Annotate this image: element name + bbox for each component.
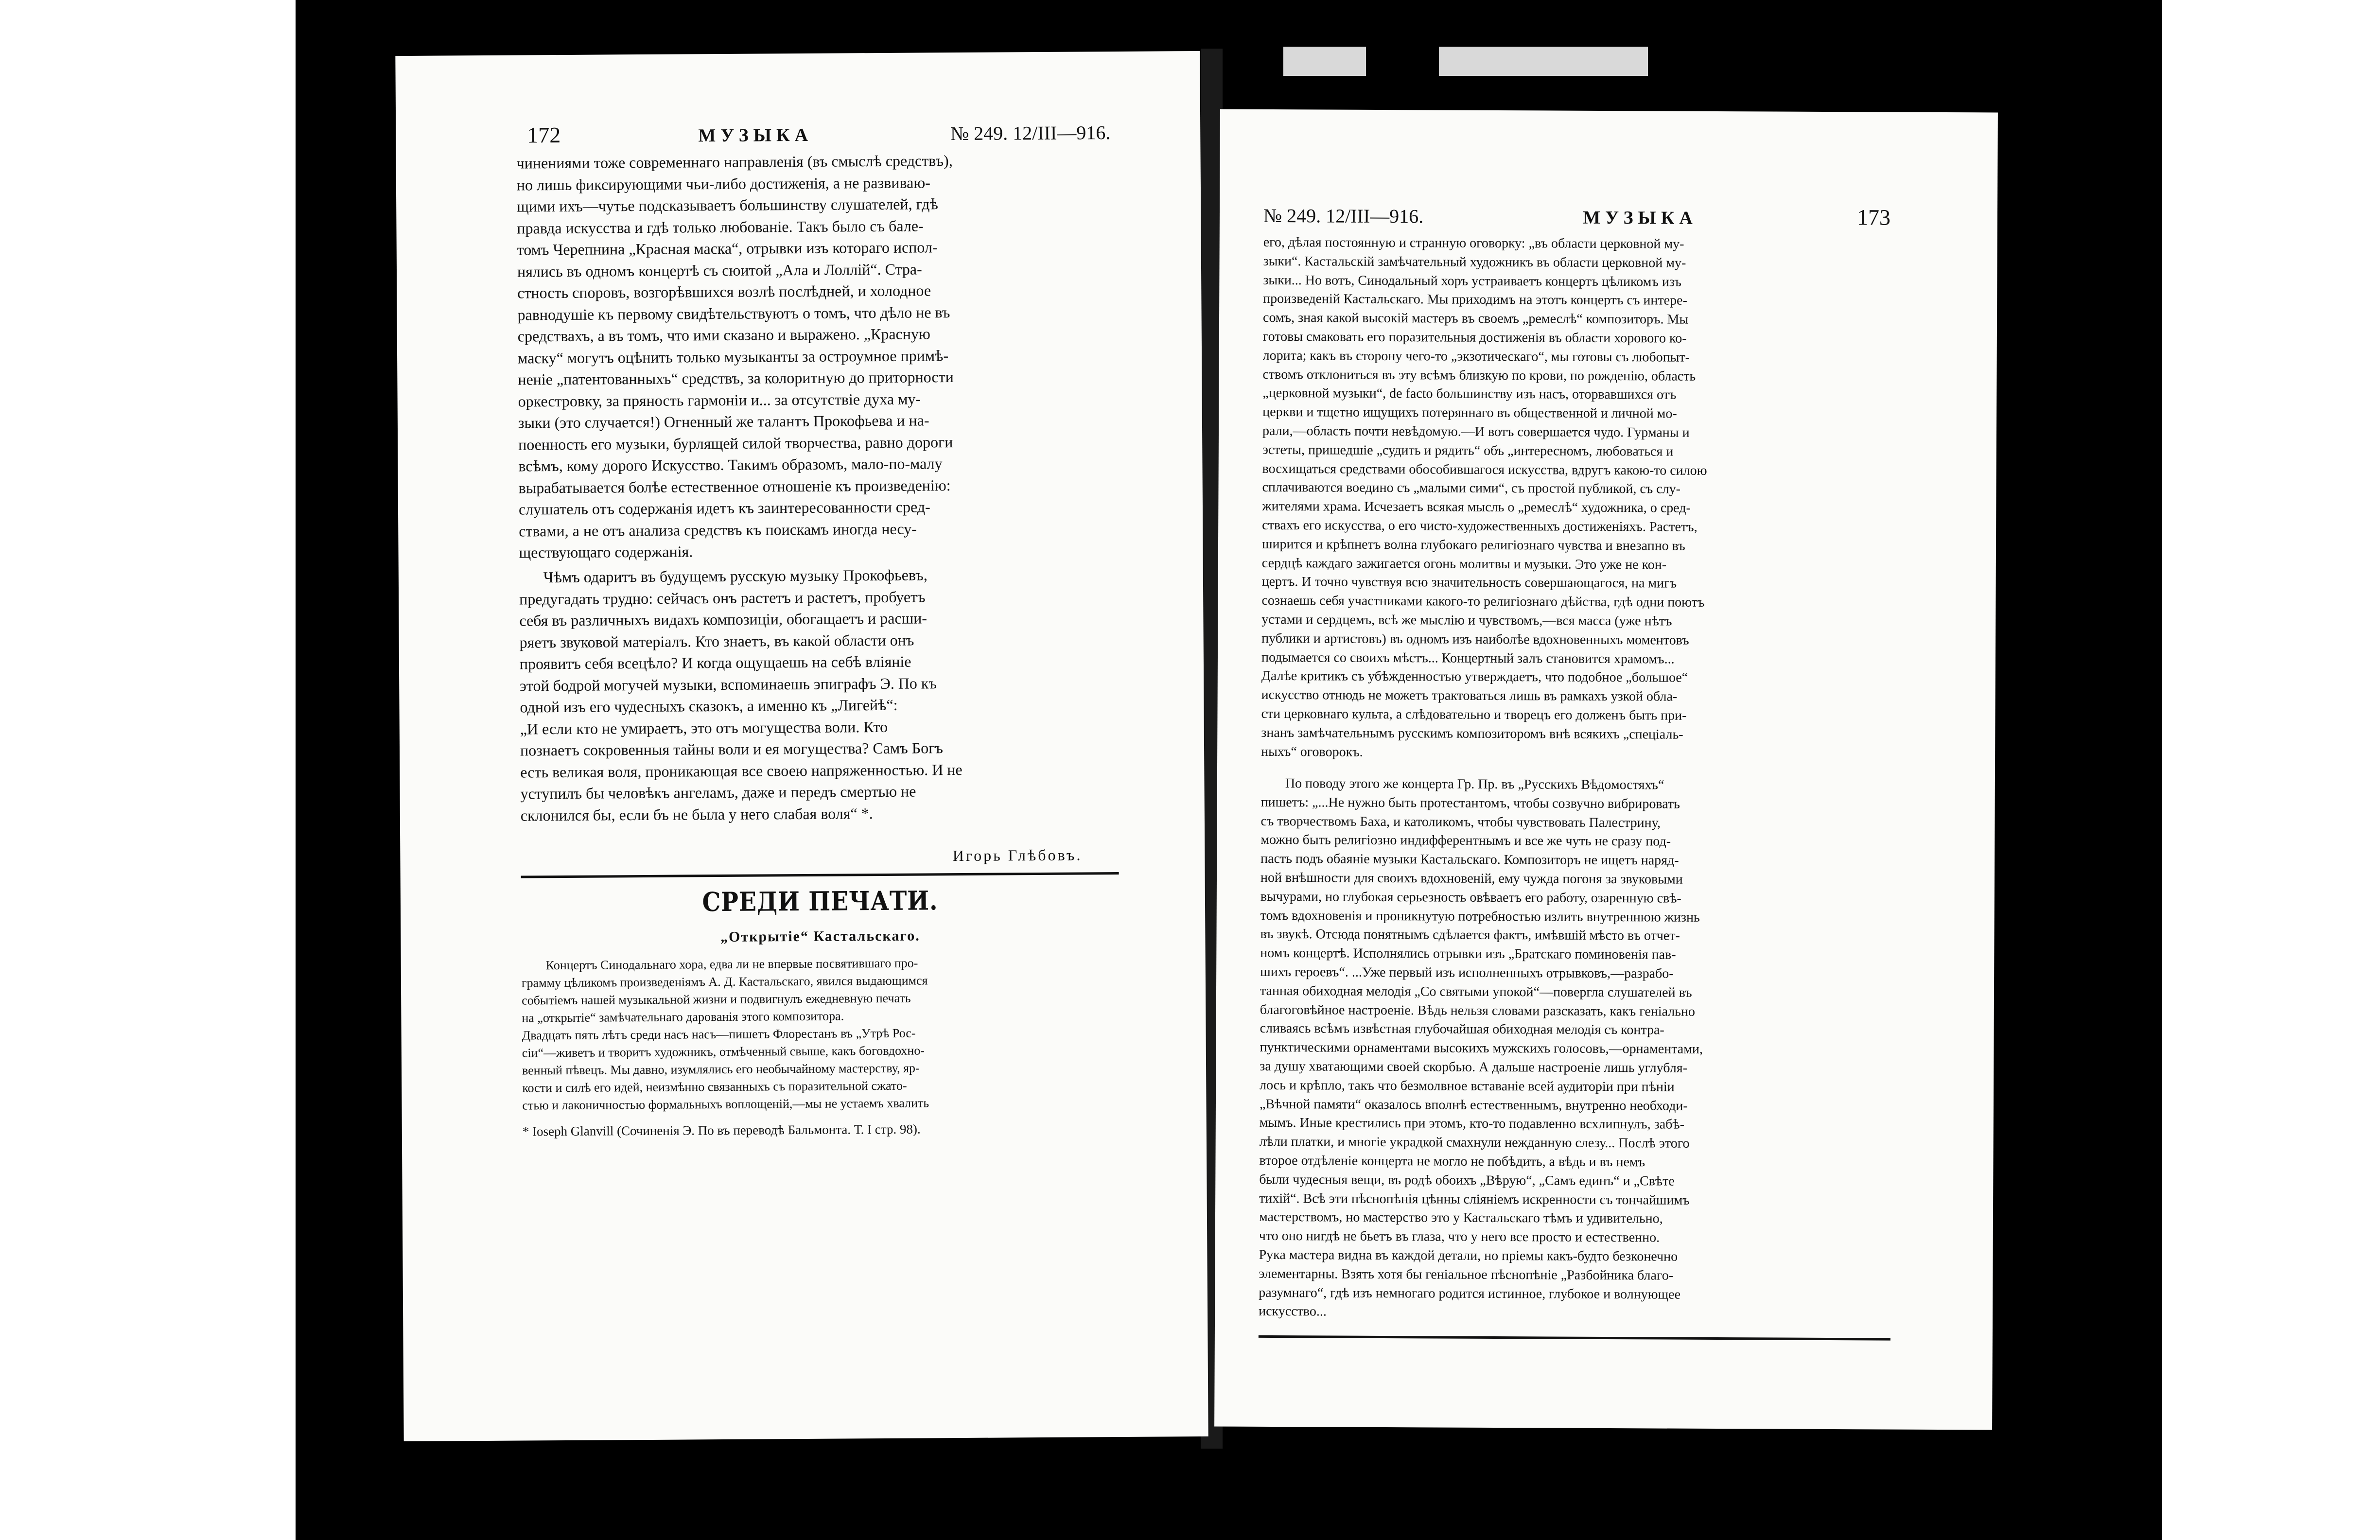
text-line: зыки“. Кастальскій замѣчательный художникъ въ области церковной му-: [1263, 253, 1686, 271]
text-line: этой бодрой могучей музыки, вспоминаешь эпиграфъ Э. По къ: [520, 674, 937, 695]
text-line: сплачиваются воедино съ „малыми сими“, съ простой публикой, съ слу-: [1262, 480, 1681, 497]
text-line: пунктическими орнаментами высокихъ мужскихъ голосовъ,—орнаментами,: [1260, 1040, 1703, 1057]
text-line: искусство отнюдь не можетъ трактоваться лишь въ рамкахъ узкой обла-: [1261, 687, 1678, 704]
text-line: цертъ. И точно чувствуя всю значительность совершающагося, на мигъ: [1261, 574, 1677, 591]
text-line: стью и лаконичностью формальныхъ воплощеній,—мы не устаемъ хвалить: [522, 1096, 929, 1113]
text-line: венный пѣвецъ. Мы давно, изумлялись его необычайному мастерству, яр-: [522, 1061, 920, 1078]
text-line: есть великая воля, проникающая все своею напряженностью. И не: [520, 760, 962, 781]
text-line: познаетъ сокровенныя тайны воли и ея могущества? Самъ Богъ: [520, 739, 943, 759]
text-line: стность споровъ, возгорѣвшихся возлѣ послѣдней, и холодное: [517, 281, 931, 302]
text-line: пасть подъ обаяніе музыки Кастальскаго. Композиторъ не ищетъ наряд-: [1260, 851, 1679, 868]
text-line: склонился бы, если бъ не была у него слабая воля“ *.: [520, 804, 873, 824]
text-line: чинениями тоже современнаго направленія (въ смыслѣ средствъ),: [516, 152, 953, 172]
text-line: элементарны. Взять хотя бы геніальное пѣснопѣніе „Разбойника благо-: [1259, 1266, 1674, 1283]
text-line: разумнаго“, гдѣ изъ немногаго родится истинное, глубокое и волнующее: [1259, 1285, 1681, 1302]
page-number: 173: [1856, 205, 1891, 230]
text-line: оркестровку, за пряность гармоніи и... за отсутствіе духа му-: [518, 389, 921, 410]
text-line: сознаешь себя участниками какого-то религіознаго дѣйства, гдѣ одни поютъ: [1261, 593, 1705, 611]
text-line: вычурами, но глубокая серьезность овѣваетъ его работу, озаренную свѣ-: [1260, 889, 1681, 906]
text-line: устами и сердцемъ, всѣ же мыслію и чувствомъ,—вся масса (уже нѣтъ: [1261, 612, 1672, 629]
article-body-continued: [519, 563, 1111, 826]
text-line: ствомъ отклониться въ эту всѣмъ близкую по крови, по рожденію, область: [1262, 367, 1696, 384]
text-line: уступилъ бы человѣкъ ангеламъ, даже и передъ смертью не: [520, 782, 916, 803]
text-line: кости и силѣ его идей, неизмѣнно связанныхъ съ поразительной сжато-: [522, 1078, 907, 1095]
press-review: [522, 953, 1113, 1114]
text-line: въ звукѣ. Отсюда понятнымъ сдѣлается фактъ, имѣвшій мѣсто въ отчет-: [1260, 927, 1680, 944]
journal-title: МУЗЫКА: [698, 124, 813, 146]
text-line: произведеній Кастальскаго. Мы приходимъ на этотъ концертъ съ интере-: [1263, 291, 1687, 309]
issue-info: № 249. 12/III—916.: [1263, 204, 1424, 228]
text-line: номъ концертѣ. Исполнялись отрывки изъ „Братскаго поминовенія пав-: [1260, 945, 1676, 962]
text-line: средствахъ, а въ томъ, что ими сказано и выражено. „Красную: [517, 325, 930, 345]
text-line: ществующаго содержанія.: [519, 542, 693, 561]
text-line: сіи“—живетъ и творитъ художникъ, отмѣченный свыше, какъ боговдохно-: [522, 1043, 925, 1060]
text-line: шихъ героевъ“. ...Уже первый изъ исполненныхъ отрывковъ,—разрабо-: [1260, 964, 1674, 981]
text-line: грамму цѣликомъ произведеніямъ А. Д. Кастальскаго, явился выдающимся: [521, 973, 928, 990]
text-line: щими ихъ—чутье подсказываетъ большинству слушателей, гдѣ: [517, 195, 938, 215]
text-line: сомъ, зная какой высокій мастеръ въ своемъ „ремеслѣ“ композиторъ. Мы: [1262, 310, 1689, 327]
section-title: СРЕДИ ПЕЧАТИ.: [702, 885, 938, 918]
text-line: ствахъ его искусства, о его чисто-художественныхъ достиженіяхъ. Растетъ,: [1262, 517, 1698, 535]
text-line: одной изъ его чудесныхъ сказокъ, а именно къ „Лигейѣ“:: [520, 696, 898, 716]
text-line: за душу хватающими своей скорбью. А дальше настроеніе лишь углубля-: [1260, 1058, 1688, 1076]
text-line: маску“ могутъ оцѣнить только музыканты за остроумное примѣ-: [517, 346, 949, 367]
text-line: но лишь фиксирующими чьи-либо достиженія, а не развиваю-: [516, 173, 930, 194]
section-divider: [521, 872, 1119, 878]
left-page-header: [527, 119, 1110, 148]
text-line: подымается со своихъ мѣстъ... Концертный залъ становится храмомъ...: [1261, 649, 1675, 667]
signature-block: [521, 844, 1111, 869]
text-line: слушатель отъ содержанія идетъ къ заинтересованности сред-: [518, 498, 930, 518]
text-line: мастерствомъ, но мастерство это у Кастальскаго тѣмъ и удивительно,: [1259, 1209, 1663, 1226]
text-line: томъ вдохновенія и проникнутую потребностью излить внутреннюю жизнь: [1260, 908, 1700, 925]
left-page: [395, 51, 1208, 1441]
text-line: публики и артистовъ) въ одномъ изъ наиболѣе вдохновенныхъ моментовъ: [1261, 630, 1689, 648]
text-line: событіемъ нашей музыкальной жизни и подвигнулъ ежедневную печать: [522, 991, 911, 1008]
text-line: восхищаться средствами обособившагося искусства, вдругъ какою-то силою: [1262, 461, 1707, 478]
section-subtitle: „Открытіе“ Кастальскаго.: [720, 928, 920, 945]
right-page: [1214, 109, 1998, 1430]
text-line: можно быть религіозно индифферентнымъ и все же чуть не сразу под-: [1260, 832, 1671, 849]
text-line: лорита; какъ въ сторону чего-то „экзотическаго“, мы готовы съ любопыт-: [1262, 348, 1690, 365]
text-line: зыки... Но вотъ, Синодальный хоръ устраиваетъ концертъ цѣликомъ изъ: [1263, 272, 1682, 290]
text-line: съ творчествомъ Баха, и католикомъ, чтобы чувствовать Палестрину,: [1260, 813, 1661, 831]
article-body: [517, 149, 1110, 563]
text-line: рали,—область почти невѣдомую.—И вотъ совершается чудо. Гурманы и: [1262, 423, 1690, 440]
text-line: лѣли платки, и многіе украдкой смахнули нежданную слезу... Послѣ этого: [1259, 1134, 1690, 1151]
text-line: Далѣе критикъ съ убѣжденностью утверждаетъ, что подобное „большое“: [1261, 668, 1688, 686]
press-review-second-quote: [1259, 774, 1893, 1324]
text-line: неніе „патентованныхъ“ средствъ, за колоритную до приторности: [518, 368, 954, 388]
text-line: знанъ замѣчательнымъ русскимъ композиторомъ внѣ всякихъ „спеціаль-: [1261, 725, 1683, 742]
journal-title: МУЗЫКА: [1583, 207, 1698, 228]
text-line: томъ Черепнина „Красная маска“, отрывки изъ котораго испол-: [517, 238, 938, 259]
author-signature: Игорь Глѣбовъ.: [952, 846, 1083, 865]
press-review-continued: [1261, 233, 1895, 764]
scan-artifact: [1283, 47, 1366, 76]
text-line: пишетъ: „...Не нужно быть протестантомъ, чтобы созвучно вибрировать: [1260, 794, 1680, 812]
text-line: ширится и крѣпнетъ волна глубокаго религіознаго чувства и внезапно въ: [1261, 536, 1685, 554]
right-page-header: [1263, 202, 1890, 230]
text-line: „И если кто не умираетъ, это отъ могущества воли. Кто: [520, 718, 888, 738]
text-line: лось и крѣпло, такъ что безмолвное вставаніе всей аудиторіи при пѣніи: [1260, 1077, 1675, 1095]
end-divider: [1259, 1335, 1890, 1341]
text-line: эстеты, пришедшіе „судить и рядить“ объ „интересномъ, любоваться и: [1262, 442, 1674, 459]
text-line: По поводу этого же концерта Гр. Пр. въ „Русскихъ Вѣдомостяхъ“: [1285, 776, 1664, 793]
page-number: 172: [527, 122, 561, 148]
text-line: сти церковнаго культа, а слѣдовательно и творецъ его долженъ быть при-: [1261, 706, 1687, 723]
text-line: церкви и тщетно ищущихъ потеряннаго въ общественной и личной мо-: [1262, 404, 1677, 421]
text-line: что оно нигдѣ не бьетъ въ глаза, что у него все просто и естественно.: [1259, 1228, 1660, 1245]
text-line: ряетъ звуковой матеріалъ. Кто знаетъ, въ какой области онъ: [519, 631, 914, 651]
text-line: второе отдѣленіе концерта не могло не побѣдить, а вѣдь и въ немъ: [1259, 1153, 1645, 1170]
text-line: ной внѣшности для своихъ вдохновеній, ему чужда погоня за звуковыми: [1260, 870, 1683, 887]
text-line: искусство...: [1259, 1304, 1327, 1319]
text-line: „Вѣчной памяти“ оказалось вполнѣ естественнымъ, внутренно необходи-: [1259, 1096, 1688, 1114]
text-line: ныхъ“ оговорокъ.: [1261, 744, 1363, 760]
text-line: проявитъ себя всецѣло? И когда ощущаешь на себѣ вліяніе: [519, 652, 911, 673]
text-line: сливаясь всѣмъ извѣстная глубочайшая обиходная мелодія съ контра-: [1260, 1021, 1664, 1038]
text-line: поенность его музыки, бурлящей силой творчества, равно дороги: [518, 433, 953, 454]
text-line: жителями храма. Исчезаетъ всякая мысль о „ремеслѣ“ художника, о сред-: [1262, 499, 1691, 516]
text-line: Концертъ Синодальнаго хора, едва ли не впервые посвятившаго про-: [545, 956, 918, 973]
text-line: тихій“. Всѣ эти пѣснопѣнія цѣнны сліяніемъ искренности съ тончайшимъ: [1259, 1190, 1690, 1208]
text-line: Рука мастера видна въ каждой детали, но пріемы какъ-будто безконечно: [1259, 1247, 1678, 1264]
text-line: были чудесныя вещи, въ родѣ обоихъ „Вѣрую“, „Самъ единъ“ и „Свѣте: [1259, 1172, 1675, 1189]
text-line: „церковной музыки“, de facto большинству изъ насъ, оторвавшихся отъ: [1262, 385, 1677, 402]
text-line: благоговѣйное настроеніе. Вѣдь нельзя словами разсказать, какъ геніально: [1260, 1002, 1696, 1019]
text-line: Чѣмъ одаритъ въ будущемъ русскую музыку Прокофьевъ,: [543, 566, 928, 586]
text-line: на „открытіе“ замѣчательнаго дарованія этого композитора.: [522, 1009, 844, 1025]
text-line: Двадцать пять лѣтъ среди насъ насъ—пишетъ Флорестанъ въ „Утрѣ Рос-: [522, 1026, 916, 1043]
text-line: нялись въ одномъ концертѣ съ сюитой „Ала и Лоллій“. Стра-: [517, 260, 922, 280]
text-line: равнодушіе къ первому свидѣтельствуютъ о томъ, что дѣло не въ: [517, 303, 950, 324]
text-line: предугадать трудно: сейчасъ онъ растетъ и растетъ, пробуетъ: [519, 587, 926, 608]
text-line: танная обиходная мелодія „Со святыми упокой“—повергла слушателей въ: [1260, 983, 1692, 1000]
text-line: готовы смаковать его поразительныя достиженія въ области хорового ко-: [1262, 329, 1687, 346]
text-line: вырабатывается болѣе естественное отношеніе къ произведенію:: [518, 476, 951, 497]
footnote: * Ioseph Glanvill (Сочиненія Э. По въ переводѣ Бальмонта. Т. I стр. 98).: [522, 1121, 921, 1139]
text-line: сердцѣ каждаго зажигается огонь молитвы и музыки. Это уже не кон-: [1261, 555, 1667, 573]
text-line: правда искусства и гдѣ только любованіе. Такъ было съ бале-: [517, 216, 924, 237]
text-line: себя въ различныхъ видахъ композиціи, обогащаетъ и расши-: [519, 609, 928, 630]
text-line: ствами, а не отъ анализа средствъ къ поискамъ иногда несу-: [519, 520, 917, 540]
text-line: мымъ. Иные крестились при этомъ, кто-то подавленно всхлипнулъ, забѣ-: [1259, 1115, 1685, 1133]
text-line: всѣмъ, кому дорого Искусство. Такимъ образомъ, мало-по-малу: [518, 455, 943, 475]
text-line: зыки (это случается!) Огненный же талантъ Прокофьева и на-: [518, 411, 929, 432]
issue-info: № 249. 12/III—916.: [950, 122, 1111, 145]
text-line: его, дѣлая постоянную и странную оговорку: „въ области церковной му-: [1263, 234, 1684, 252]
scan-artifact: [1439, 47, 1648, 76]
